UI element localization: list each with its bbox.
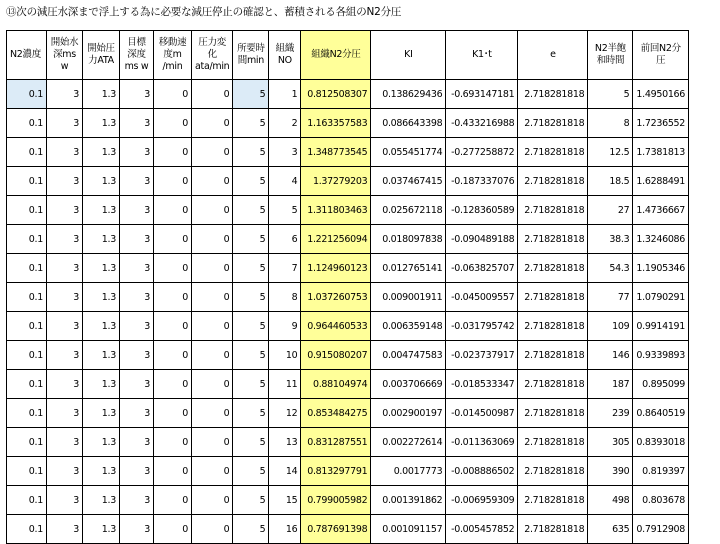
cell-tissue-n2-pressure[interactable]: 1.124960123 bbox=[301, 254, 371, 283]
cell-pressure-change[interactable]: 0 bbox=[192, 138, 233, 167]
cell-previous-n2[interactable]: 1.1905346 bbox=[633, 254, 689, 283]
cell-target-depth[interactable]: 3 bbox=[120, 80, 154, 109]
header-start-depth[interactable]: 開始水深ms w bbox=[47, 31, 83, 80]
table-row bbox=[7, 254, 689, 283]
table-row bbox=[7, 370, 689, 399]
header-tissue-n2-pressure[interactable]: 組織N2分圧 bbox=[301, 31, 371, 80]
cell-e[interactable]: 2.718281818 bbox=[518, 486, 588, 515]
cell-required-time[interactable]: 5 bbox=[233, 80, 269, 109]
cell-start-depth[interactable]: 3 bbox=[47, 312, 83, 341]
cell-required-time[interactable]: 5 bbox=[233, 370, 269, 399]
cell-pressure-change[interactable]: 0 bbox=[192, 167, 233, 196]
cell-required-time[interactable]: 5 bbox=[233, 138, 269, 167]
cell-pressure-change[interactable]: 0 bbox=[192, 283, 233, 312]
cell-e[interactable]: 2.718281818 bbox=[518, 428, 588, 457]
cell-k1t[interactable]: -0.008886502 bbox=[446, 457, 518, 486]
cell-n2-concentration[interactable]: 0.1 bbox=[7, 370, 47, 399]
cell-start-pressure[interactable]: 1.3 bbox=[83, 399, 120, 428]
cell-k1t[interactable]: -0.045009557 bbox=[446, 283, 518, 312]
cell-k1t[interactable]: -0.018533347 bbox=[446, 370, 518, 399]
cell-pressure-change[interactable]: 0 bbox=[192, 254, 233, 283]
cell-required-time[interactable]: 5 bbox=[233, 515, 269, 544]
cell-pressure-change[interactable]: 0 bbox=[192, 196, 233, 225]
cell-tissue-no[interactable]: 7 bbox=[269, 254, 301, 283]
cell-start-pressure[interactable]: 1.3 bbox=[83, 486, 120, 515]
cell-start-pressure[interactable]: 1.3 bbox=[83, 515, 120, 544]
cell-k1t[interactable]: -0.433216988 bbox=[446, 109, 518, 138]
cell-tissue-no[interactable]: 10 bbox=[269, 341, 301, 370]
cell-target-depth[interactable]: 3 bbox=[120, 109, 154, 138]
cell-ascent-speed[interactable]: 0 bbox=[154, 428, 192, 457]
header-target-depth[interactable]: 目標深度ms w bbox=[120, 31, 154, 80]
header-k1t[interactable]: K1･t bbox=[446, 31, 518, 80]
cell-required-time[interactable]: 5 bbox=[233, 399, 269, 428]
cell-previous-n2[interactable]: 0.8393018 bbox=[633, 428, 689, 457]
cell-e[interactable]: 2.718281818 bbox=[518, 109, 588, 138]
cell-start-pressure[interactable]: 1.3 bbox=[83, 138, 120, 167]
cell-ascent-speed[interactable]: 0 bbox=[154, 254, 192, 283]
cell-e[interactable]: 2.718281818 bbox=[518, 312, 588, 341]
header-row bbox=[7, 31, 689, 80]
cell-half-time[interactable]: 38.3 bbox=[588, 225, 633, 254]
cell-ki[interactable]: 0.037467415 bbox=[371, 167, 446, 196]
table-row bbox=[7, 341, 689, 370]
cell-half-time[interactable]: 12.5 bbox=[588, 138, 633, 167]
cell-previous-n2[interactable]: 0.895099 bbox=[633, 370, 689, 399]
cell-e[interactable]: 2.718281818 bbox=[518, 515, 588, 544]
header-e[interactable]: e bbox=[518, 31, 588, 80]
cell-e[interactable]: 2.718281818 bbox=[518, 138, 588, 167]
table-row bbox=[7, 80, 689, 109]
cell-required-time[interactable]: 5 bbox=[233, 457, 269, 486]
cell-tissue-no[interactable]: 15 bbox=[269, 486, 301, 515]
cell-n2-concentration[interactable]: 0.1 bbox=[7, 196, 47, 225]
table-row bbox=[7, 486, 689, 515]
cell-ascent-speed[interactable]: 0 bbox=[154, 486, 192, 515]
cell-tissue-no[interactable]: 14 bbox=[269, 457, 301, 486]
cell-target-depth[interactable]: 3 bbox=[120, 312, 154, 341]
cell-start-pressure[interactable]: 1.3 bbox=[83, 341, 120, 370]
cell-tissue-no[interactable]: 11 bbox=[269, 370, 301, 399]
table-row bbox=[7, 457, 689, 486]
cell-tissue-n2-pressure[interactable]: 0.812508307 bbox=[301, 80, 371, 109]
cell-k1t[interactable]: -0.187337076 bbox=[446, 167, 518, 196]
cell-ascent-speed[interactable]: 0 bbox=[154, 312, 192, 341]
table-row bbox=[7, 515, 689, 544]
cell-tissue-n2-pressure[interactable]: 0.831287551 bbox=[301, 428, 371, 457]
table-row bbox=[7, 312, 689, 341]
cell-ascent-speed[interactable]: 0 bbox=[154, 457, 192, 486]
cell-ascent-speed[interactable]: 0 bbox=[154, 515, 192, 544]
cell-ascent-speed[interactable]: 0 bbox=[154, 283, 192, 312]
cell-e[interactable]: 2.718281818 bbox=[518, 399, 588, 428]
cell-start-pressure[interactable]: 1.3 bbox=[83, 196, 120, 225]
header-pressure-change[interactable]: 圧力変化 ata/min bbox=[192, 31, 233, 80]
cell-start-depth[interactable]: 3 bbox=[47, 486, 83, 515]
cell-half-time[interactable]: 18.5 bbox=[588, 167, 633, 196]
cell-start-depth[interactable]: 3 bbox=[47, 109, 83, 138]
sheet-title: ⑬次の減圧水深まで浮上する為に必要な減圧停止の確認と、蓄積される各組のN2分圧 bbox=[6, 6, 402, 18]
cell-n2-concentration[interactable]: 0.1 bbox=[7, 399, 47, 428]
cell-e[interactable]: 2.718281818 bbox=[518, 167, 588, 196]
cell-half-time[interactable]: 77 bbox=[588, 283, 633, 312]
cell-required-time[interactable]: 5 bbox=[233, 109, 269, 138]
cell-ki[interactable]: 0.002272614 bbox=[371, 428, 446, 457]
cell-n2-concentration[interactable]: 0.1 bbox=[7, 254, 47, 283]
cell-ascent-speed[interactable]: 0 bbox=[154, 225, 192, 254]
cell-tissue-n2-pressure[interactable]: 0.88104974 bbox=[301, 370, 371, 399]
cell-start-depth[interactable]: 3 bbox=[47, 399, 83, 428]
cell-ki[interactable]: 0.0017773 bbox=[371, 457, 446, 486]
cell-half-time[interactable]: 187 bbox=[588, 370, 633, 399]
cell-target-depth[interactable]: 3 bbox=[120, 254, 154, 283]
cell-start-pressure[interactable]: 1.3 bbox=[83, 312, 120, 341]
cell-required-time[interactable]: 5 bbox=[233, 254, 269, 283]
cell-previous-n2[interactable]: 1.6288491 bbox=[633, 167, 689, 196]
header-n2-concentration[interactable]: N2濃度 bbox=[7, 31, 47, 80]
cell-half-time[interactable]: 27 bbox=[588, 196, 633, 225]
cell-tissue-no[interactable]: 12 bbox=[269, 399, 301, 428]
header-ascent-speed[interactable]: 移動速度m /min bbox=[154, 31, 192, 80]
cell-target-depth[interactable]: 3 bbox=[120, 196, 154, 225]
cell-previous-n2[interactable]: 1.7381813 bbox=[633, 138, 689, 167]
cell-start-pressure[interactable]: 1.3 bbox=[83, 109, 120, 138]
cell-ki[interactable]: 0.001091157 bbox=[371, 515, 446, 544]
cell-start-depth[interactable]: 3 bbox=[47, 138, 83, 167]
table-row bbox=[7, 138, 689, 167]
cell-tissue-no[interactable]: 4 bbox=[269, 167, 301, 196]
header-required-time[interactable]: 所要時間min bbox=[233, 31, 269, 80]
cell-ki[interactable]: 0.086643398 bbox=[371, 109, 446, 138]
decompression-table bbox=[6, 30, 689, 544]
cell-previous-n2[interactable]: 1.0790291 bbox=[633, 283, 689, 312]
cell-start-depth[interactable]: 3 bbox=[47, 167, 83, 196]
cell-k1t[interactable]: -0.693147181 bbox=[446, 80, 518, 109]
header-previous-n2[interactable]: 前回N2分圧 bbox=[633, 31, 689, 80]
table-row bbox=[7, 428, 689, 457]
cell-tissue-n2-pressure[interactable]: 0.799005982 bbox=[301, 486, 371, 515]
cell-pressure-change[interactable]: 0 bbox=[192, 399, 233, 428]
cell-tissue-no[interactable]: 3 bbox=[269, 138, 301, 167]
cell-target-depth[interactable]: 3 bbox=[120, 283, 154, 312]
cell-tissue-no[interactable]: 13 bbox=[269, 428, 301, 457]
header-ki[interactable]: KI bbox=[371, 31, 446, 80]
cell-pressure-change[interactable]: 0 bbox=[192, 370, 233, 399]
cell-ki[interactable]: 0.009001911 bbox=[371, 283, 446, 312]
cell-ki[interactable]: 0.003706669 bbox=[371, 370, 446, 399]
table-row bbox=[7, 283, 689, 312]
cell-half-time[interactable]: 390 bbox=[588, 457, 633, 486]
header-start-pressure[interactable]: 開始圧力ATA bbox=[83, 31, 120, 80]
header-half-time[interactable]: N2半飽和時間 bbox=[588, 31, 633, 80]
cell-start-depth[interactable]: 3 bbox=[47, 515, 83, 544]
cell-tissue-n2-pressure[interactable]: 1.163357583 bbox=[301, 109, 371, 138]
cell-ascent-speed[interactable]: 0 bbox=[154, 138, 192, 167]
cell-previous-n2[interactable]: 1.3246086 bbox=[633, 225, 689, 254]
cell-e[interactable]: 2.718281818 bbox=[518, 457, 588, 486]
cell-k1t[interactable]: -0.023737917 bbox=[446, 341, 518, 370]
cell-n2-concentration[interactable]: 0.1 bbox=[7, 341, 47, 370]
cell-half-time[interactable]: 305 bbox=[588, 428, 633, 457]
cell-required-time[interactable]: 5 bbox=[233, 341, 269, 370]
cell-start-pressure[interactable]: 1.3 bbox=[83, 80, 120, 109]
cell-pressure-change[interactable]: 0 bbox=[192, 312, 233, 341]
table-row bbox=[7, 225, 689, 254]
cell-ki[interactable]: 0.004747583 bbox=[371, 341, 446, 370]
cell-half-time[interactable]: 239 bbox=[588, 399, 633, 428]
cell-n2-concentration[interactable]: 0.1 bbox=[7, 515, 47, 544]
cell-tissue-n2-pressure[interactable]: 0.915080207 bbox=[301, 341, 371, 370]
cell-n2-concentration[interactable]: 0.1 bbox=[7, 80, 47, 109]
cell-start-depth[interactable]: 3 bbox=[47, 341, 83, 370]
cell-e[interactable]: 2.718281818 bbox=[518, 370, 588, 399]
table-row bbox=[7, 167, 689, 196]
cell-ascent-speed[interactable]: 0 bbox=[154, 399, 192, 428]
cell-tissue-n2-pressure[interactable]: 1.221256094 bbox=[301, 225, 371, 254]
cell-tissue-n2-pressure[interactable]: 1.348773545 bbox=[301, 138, 371, 167]
cell-pressure-change[interactable]: 0 bbox=[192, 341, 233, 370]
cell-tissue-no[interactable]: 1 bbox=[269, 80, 301, 109]
cell-required-time[interactable]: 5 bbox=[233, 283, 269, 312]
cell-e[interactable]: 2.718281818 bbox=[518, 196, 588, 225]
header-tissue-no[interactable]: 組織NO bbox=[269, 31, 301, 80]
cell-n2-concentration[interactable]: 0.1 bbox=[7, 109, 47, 138]
cell-start-pressure[interactable]: 1.3 bbox=[83, 428, 120, 457]
cell-target-depth[interactable]: 3 bbox=[120, 399, 154, 428]
cell-k1t[interactable]: -0.128360589 bbox=[446, 196, 518, 225]
cell-pressure-change[interactable]: 0 bbox=[192, 486, 233, 515]
cell-start-pressure[interactable]: 1.3 bbox=[83, 167, 120, 196]
cell-ascent-speed[interactable]: 0 bbox=[154, 167, 192, 196]
cell-required-time[interactable]: 5 bbox=[233, 312, 269, 341]
cell-half-time[interactable]: 635 bbox=[588, 515, 633, 544]
cell-n2-concentration[interactable]: 0.1 bbox=[7, 486, 47, 515]
cell-ascent-speed[interactable]: 0 bbox=[154, 196, 192, 225]
cell-e[interactable]: 2.718281818 bbox=[518, 254, 588, 283]
cell-ki[interactable]: 0.012765141 bbox=[371, 254, 446, 283]
table-row bbox=[7, 399, 689, 428]
cell-start-depth[interactable]: 3 bbox=[47, 254, 83, 283]
cell-previous-n2[interactable]: 1.4950166 bbox=[633, 80, 689, 109]
cell-start-depth[interactable]: 3 bbox=[47, 283, 83, 312]
cell-previous-n2[interactable]: 0.7912908 bbox=[633, 515, 689, 544]
cell-start-depth[interactable]: 3 bbox=[47, 370, 83, 399]
cell-pressure-change[interactable]: 0 bbox=[192, 457, 233, 486]
cell-start-pressure[interactable]: 1.3 bbox=[83, 457, 120, 486]
cell-pressure-change[interactable]: 0 bbox=[192, 80, 233, 109]
cell-n2-concentration[interactable]: 0.1 bbox=[7, 167, 47, 196]
cell-previous-n2[interactable]: 0.803678 bbox=[633, 486, 689, 515]
cell-tissue-n2-pressure[interactable]: 1.311803463 bbox=[301, 196, 371, 225]
cell-k1t[interactable]: -0.014500987 bbox=[446, 399, 518, 428]
cell-n2-concentration[interactable]: 0.1 bbox=[7, 225, 47, 254]
cell-ascent-speed[interactable]: 0 bbox=[154, 80, 192, 109]
cell-start-depth[interactable]: 3 bbox=[47, 196, 83, 225]
cell-start-depth[interactable]: 3 bbox=[47, 457, 83, 486]
cell-ki[interactable]: 0.002900197 bbox=[371, 399, 446, 428]
cell-k1t[interactable]: -0.006959309 bbox=[446, 486, 518, 515]
cell-ki[interactable]: 0.055451774 bbox=[371, 138, 446, 167]
cell-pressure-change[interactable]: 0 bbox=[192, 428, 233, 457]
cell-target-depth[interactable]: 3 bbox=[120, 515, 154, 544]
cell-tissue-no[interactable]: 16 bbox=[269, 515, 301, 544]
cell-half-time[interactable]: 109 bbox=[588, 312, 633, 341]
cell-tissue-no[interactable]: 8 bbox=[269, 283, 301, 312]
cell-tissue-n2-pressure[interactable]: 0.787691398 bbox=[301, 515, 371, 544]
cell-ascent-speed[interactable]: 0 bbox=[154, 341, 192, 370]
cell-n2-concentration[interactable]: 0.1 bbox=[7, 312, 47, 341]
cell-tissue-no[interactable]: 2 bbox=[269, 109, 301, 138]
cell-k1t[interactable]: -0.277258872 bbox=[446, 138, 518, 167]
cell-tissue-no[interactable]: 9 bbox=[269, 312, 301, 341]
cell-required-time[interactable]: 5 bbox=[233, 225, 269, 254]
cell-target-depth[interactable]: 3 bbox=[120, 457, 154, 486]
cell-half-time[interactable]: 8 bbox=[588, 109, 633, 138]
cell-target-depth[interactable]: 3 bbox=[120, 486, 154, 515]
cell-n2-concentration[interactable]: 0.1 bbox=[7, 457, 47, 486]
cell-target-depth[interactable]: 3 bbox=[120, 428, 154, 457]
cell-tissue-n2-pressure[interactable]: 1.37279203 bbox=[301, 167, 371, 196]
cell-previous-n2[interactable]: 0.9339893 bbox=[633, 341, 689, 370]
cell-ki[interactable]: 0.006359148 bbox=[371, 312, 446, 341]
cell-previous-n2[interactable]: 0.8640519 bbox=[633, 399, 689, 428]
cell-target-depth[interactable]: 3 bbox=[120, 167, 154, 196]
cell-start-pressure[interactable]: 1.3 bbox=[83, 370, 120, 399]
cell-k1t[interactable]: -0.031795742 bbox=[446, 312, 518, 341]
cell-half-time[interactable]: 54.3 bbox=[588, 254, 633, 283]
cell-required-time[interactable]: 5 bbox=[233, 486, 269, 515]
cell-e[interactable]: 2.718281818 bbox=[518, 225, 588, 254]
cell-start-pressure[interactable]: 1.3 bbox=[83, 225, 120, 254]
cell-half-time[interactable]: 498 bbox=[588, 486, 633, 515]
cell-half-time[interactable]: 146 bbox=[588, 341, 633, 370]
cell-ki[interactable]: 0.018097838 bbox=[371, 225, 446, 254]
cell-pressure-change[interactable]: 0 bbox=[192, 515, 233, 544]
cell-start-depth[interactable]: 3 bbox=[47, 428, 83, 457]
cell-previous-n2[interactable]: 0.9914191 bbox=[633, 312, 689, 341]
cell-ki[interactable]: 0.025672118 bbox=[371, 196, 446, 225]
cell-tissue-n2-pressure[interactable]: 0.853484275 bbox=[301, 399, 371, 428]
cell-start-pressure[interactable]: 1.3 bbox=[83, 254, 120, 283]
cell-e[interactable]: 2.718281818 bbox=[518, 283, 588, 312]
cell-tissue-n2-pressure[interactable]: 0.964460533 bbox=[301, 312, 371, 341]
cell-required-time[interactable]: 5 bbox=[233, 196, 269, 225]
cell-ki[interactable]: 0.001391862 bbox=[371, 486, 446, 515]
cell-target-depth[interactable]: 3 bbox=[120, 370, 154, 399]
cell-tissue-no[interactable]: 6 bbox=[269, 225, 301, 254]
cell-previous-n2[interactable]: 0.819397 bbox=[633, 457, 689, 486]
cell-tissue-n2-pressure[interactable]: 0.813297791 bbox=[301, 457, 371, 486]
cell-target-depth[interactable]: 3 bbox=[120, 341, 154, 370]
table-row bbox=[7, 196, 689, 225]
cell-e[interactable]: 2.718281818 bbox=[518, 80, 588, 109]
cell-required-time[interactable]: 5 bbox=[233, 167, 269, 196]
cell-k1t[interactable]: -0.011363069 bbox=[446, 428, 518, 457]
cell-half-time[interactable]: 5 bbox=[588, 80, 633, 109]
cell-previous-n2[interactable]: 1.7236552 bbox=[633, 109, 689, 138]
cell-required-time[interactable]: 5 bbox=[233, 428, 269, 457]
cell-k1t[interactable]: -0.090489188 bbox=[446, 225, 518, 254]
cell-n2-concentration[interactable]: 0.1 bbox=[7, 138, 47, 167]
cell-n2-concentration[interactable]: 0.1 bbox=[7, 283, 47, 312]
cell-start-depth[interactable]: 3 bbox=[47, 225, 83, 254]
cell-e[interactable]: 2.718281818 bbox=[518, 341, 588, 370]
cell-n2-concentration[interactable]: 0.1 bbox=[7, 428, 47, 457]
cell-pressure-change[interactable]: 0 bbox=[192, 109, 233, 138]
cell-ascent-speed[interactable]: 0 bbox=[154, 370, 192, 399]
cell-k1t[interactable]: -0.063825707 bbox=[446, 254, 518, 283]
cell-k1t[interactable]: -0.005457852 bbox=[446, 515, 518, 544]
cell-start-pressure[interactable]: 1.3 bbox=[83, 283, 120, 312]
cell-pressure-change[interactable]: 0 bbox=[192, 225, 233, 254]
table-row bbox=[7, 109, 689, 138]
cell-tissue-n2-pressure[interactable]: 1.037260753 bbox=[301, 283, 371, 312]
cell-tissue-no[interactable]: 5 bbox=[269, 196, 301, 225]
cell-ki[interactable]: 0.138629436 bbox=[371, 80, 446, 109]
cell-target-depth[interactable]: 3 bbox=[120, 138, 154, 167]
cell-ascent-speed[interactable]: 0 bbox=[154, 109, 192, 138]
cell-start-depth[interactable]: 3 bbox=[47, 80, 83, 109]
cell-target-depth[interactable]: 3 bbox=[120, 225, 154, 254]
cell-previous-n2[interactable]: 1.4736667 bbox=[633, 196, 689, 225]
